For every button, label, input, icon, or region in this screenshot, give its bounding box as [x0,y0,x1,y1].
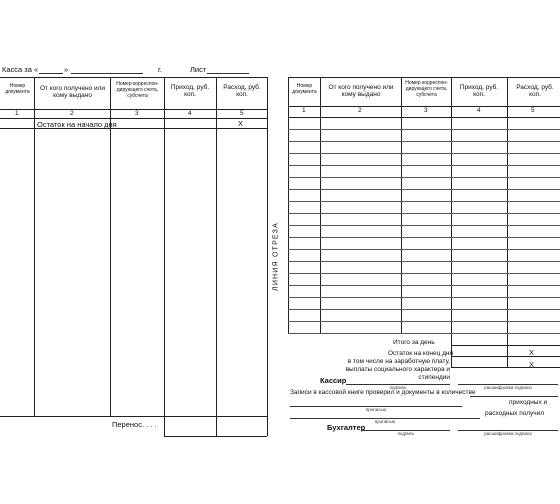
total-day-label: Итого за день [393,339,435,346]
table-top-border [0,77,267,78]
r-table-row-line [288,333,560,334]
cut-line-label: ЛИНИЯ ОТРЕЗА [272,222,280,291]
r-table-row-line [288,201,560,202]
r-number-row-border [288,117,560,118]
r-table-row-line [288,261,560,262]
r-col-header-counterparty: От кого получено или кому выдано [328,84,394,99]
col-divider-1 [34,77,35,416]
r-col-divider-1 [320,77,321,334]
total-row-border [451,345,560,346]
incoming-words-caption: прописью [365,407,387,412]
r-table-row-line [288,189,560,190]
r-col-header-account: Номер корреспон-дирующего счета, субсчета [405,80,448,98]
kassa-mid: » [64,65,69,74]
col-number-2: 2 [70,110,74,117]
r-col-number-3: 3 [424,107,428,114]
col-divider-4 [216,77,217,436]
cashier-decoding-caption: расшифровка подписи [484,385,532,390]
cashier-label: Кассир [320,376,347,385]
r-table-row-line [288,213,560,214]
transfer-top-border [0,416,267,417]
r-table-row-line [288,273,560,274]
r-table-row-line [288,165,560,166]
outgoing-words-caption: прописью [374,419,396,424]
r-col-header-income: Приход, руб. коп. [459,84,499,99]
r-table-row-line [288,129,560,130]
cashier-signature-caption: подпись [389,385,407,390]
r-table-left-border [288,77,289,334]
r-table-top-border [288,77,560,78]
col-number-5: 5 [240,110,244,117]
opening-balance-mark: X [238,119,244,128]
r-table-row-line [288,249,560,250]
r-table-row-line [288,141,560,142]
closing-balance-label: Остаток на конец дня [388,350,454,357]
header-bottom-border [0,109,267,110]
col-number-3: 3 [135,110,139,117]
r-col-number-5: 5 [531,107,535,114]
incoming-label: приходных и [509,399,548,406]
col-divider-3 [164,77,165,436]
closing-row-border [451,356,560,357]
col-number-1: 1 [15,110,19,117]
including-label: в том числе на заработную плату, выплаты социального характера и стипендии [345,358,450,381]
col-header-expense: Расход, руб. коп. [223,84,261,99]
col-header-doc-number: Номер документа [5,83,30,95]
month-field[interactable] [71,73,143,74]
table-right-border [267,77,268,436]
col-header-counterparty: От кого получено или кому выдано [39,85,106,100]
r-table-row-line [288,237,560,238]
r-col-divider-2 [401,77,402,334]
r-col-number-4: 4 [477,107,481,114]
r-col-divider-3 [451,77,452,367]
r-table-row-line [288,153,560,154]
transfer-label: Перенос. . . . [112,420,157,429]
including-mark: X [529,360,535,369]
checked-statement: Записи в кассовой книге проверил и документы в количестве [290,389,476,396]
r-col-number-2: 2 [358,107,362,114]
accountant-signature-caption: подпись [397,431,415,436]
opening-balance-label: Остаток на начало дня [37,120,117,129]
accountant-label: Бухгалтер [327,423,366,432]
transfer-bottom-border [164,436,267,437]
r-table-row-line [288,297,560,298]
r-table-row-line [288,285,560,286]
r-table-row-line [288,321,560,322]
r-col-header-doc-number: Номер документа [292,83,317,95]
r-table-row-line [288,177,560,178]
kassa-label: Касса за « [2,65,39,74]
accountant-decoding-caption: расшифровка подписи [484,431,532,436]
number-row-border [0,118,267,119]
sheet-label: Лист [190,65,207,74]
including-row-border [451,367,560,368]
r-table-row-line [288,225,560,226]
documents-count-field[interactable] [470,396,558,397]
outgoing-label: расходных получил [485,410,545,417]
r-col-number-1: 1 [302,107,306,114]
day-field[interactable] [39,73,63,74]
col-header-income: Приход, руб. коп. [170,84,210,99]
col-header-account: Номер корреспон-дирующего счета, субсчета [116,81,159,99]
r-table-row-line [288,309,560,310]
sheet-field[interactable] [207,73,249,74]
r-col-divider-4 [507,77,508,367]
closing-mark: X [529,348,535,357]
year-suffix: г. [158,65,162,74]
r-col-header-expense: Расход, руб. коп. [516,84,554,99]
col-number-4: 4 [188,110,192,117]
